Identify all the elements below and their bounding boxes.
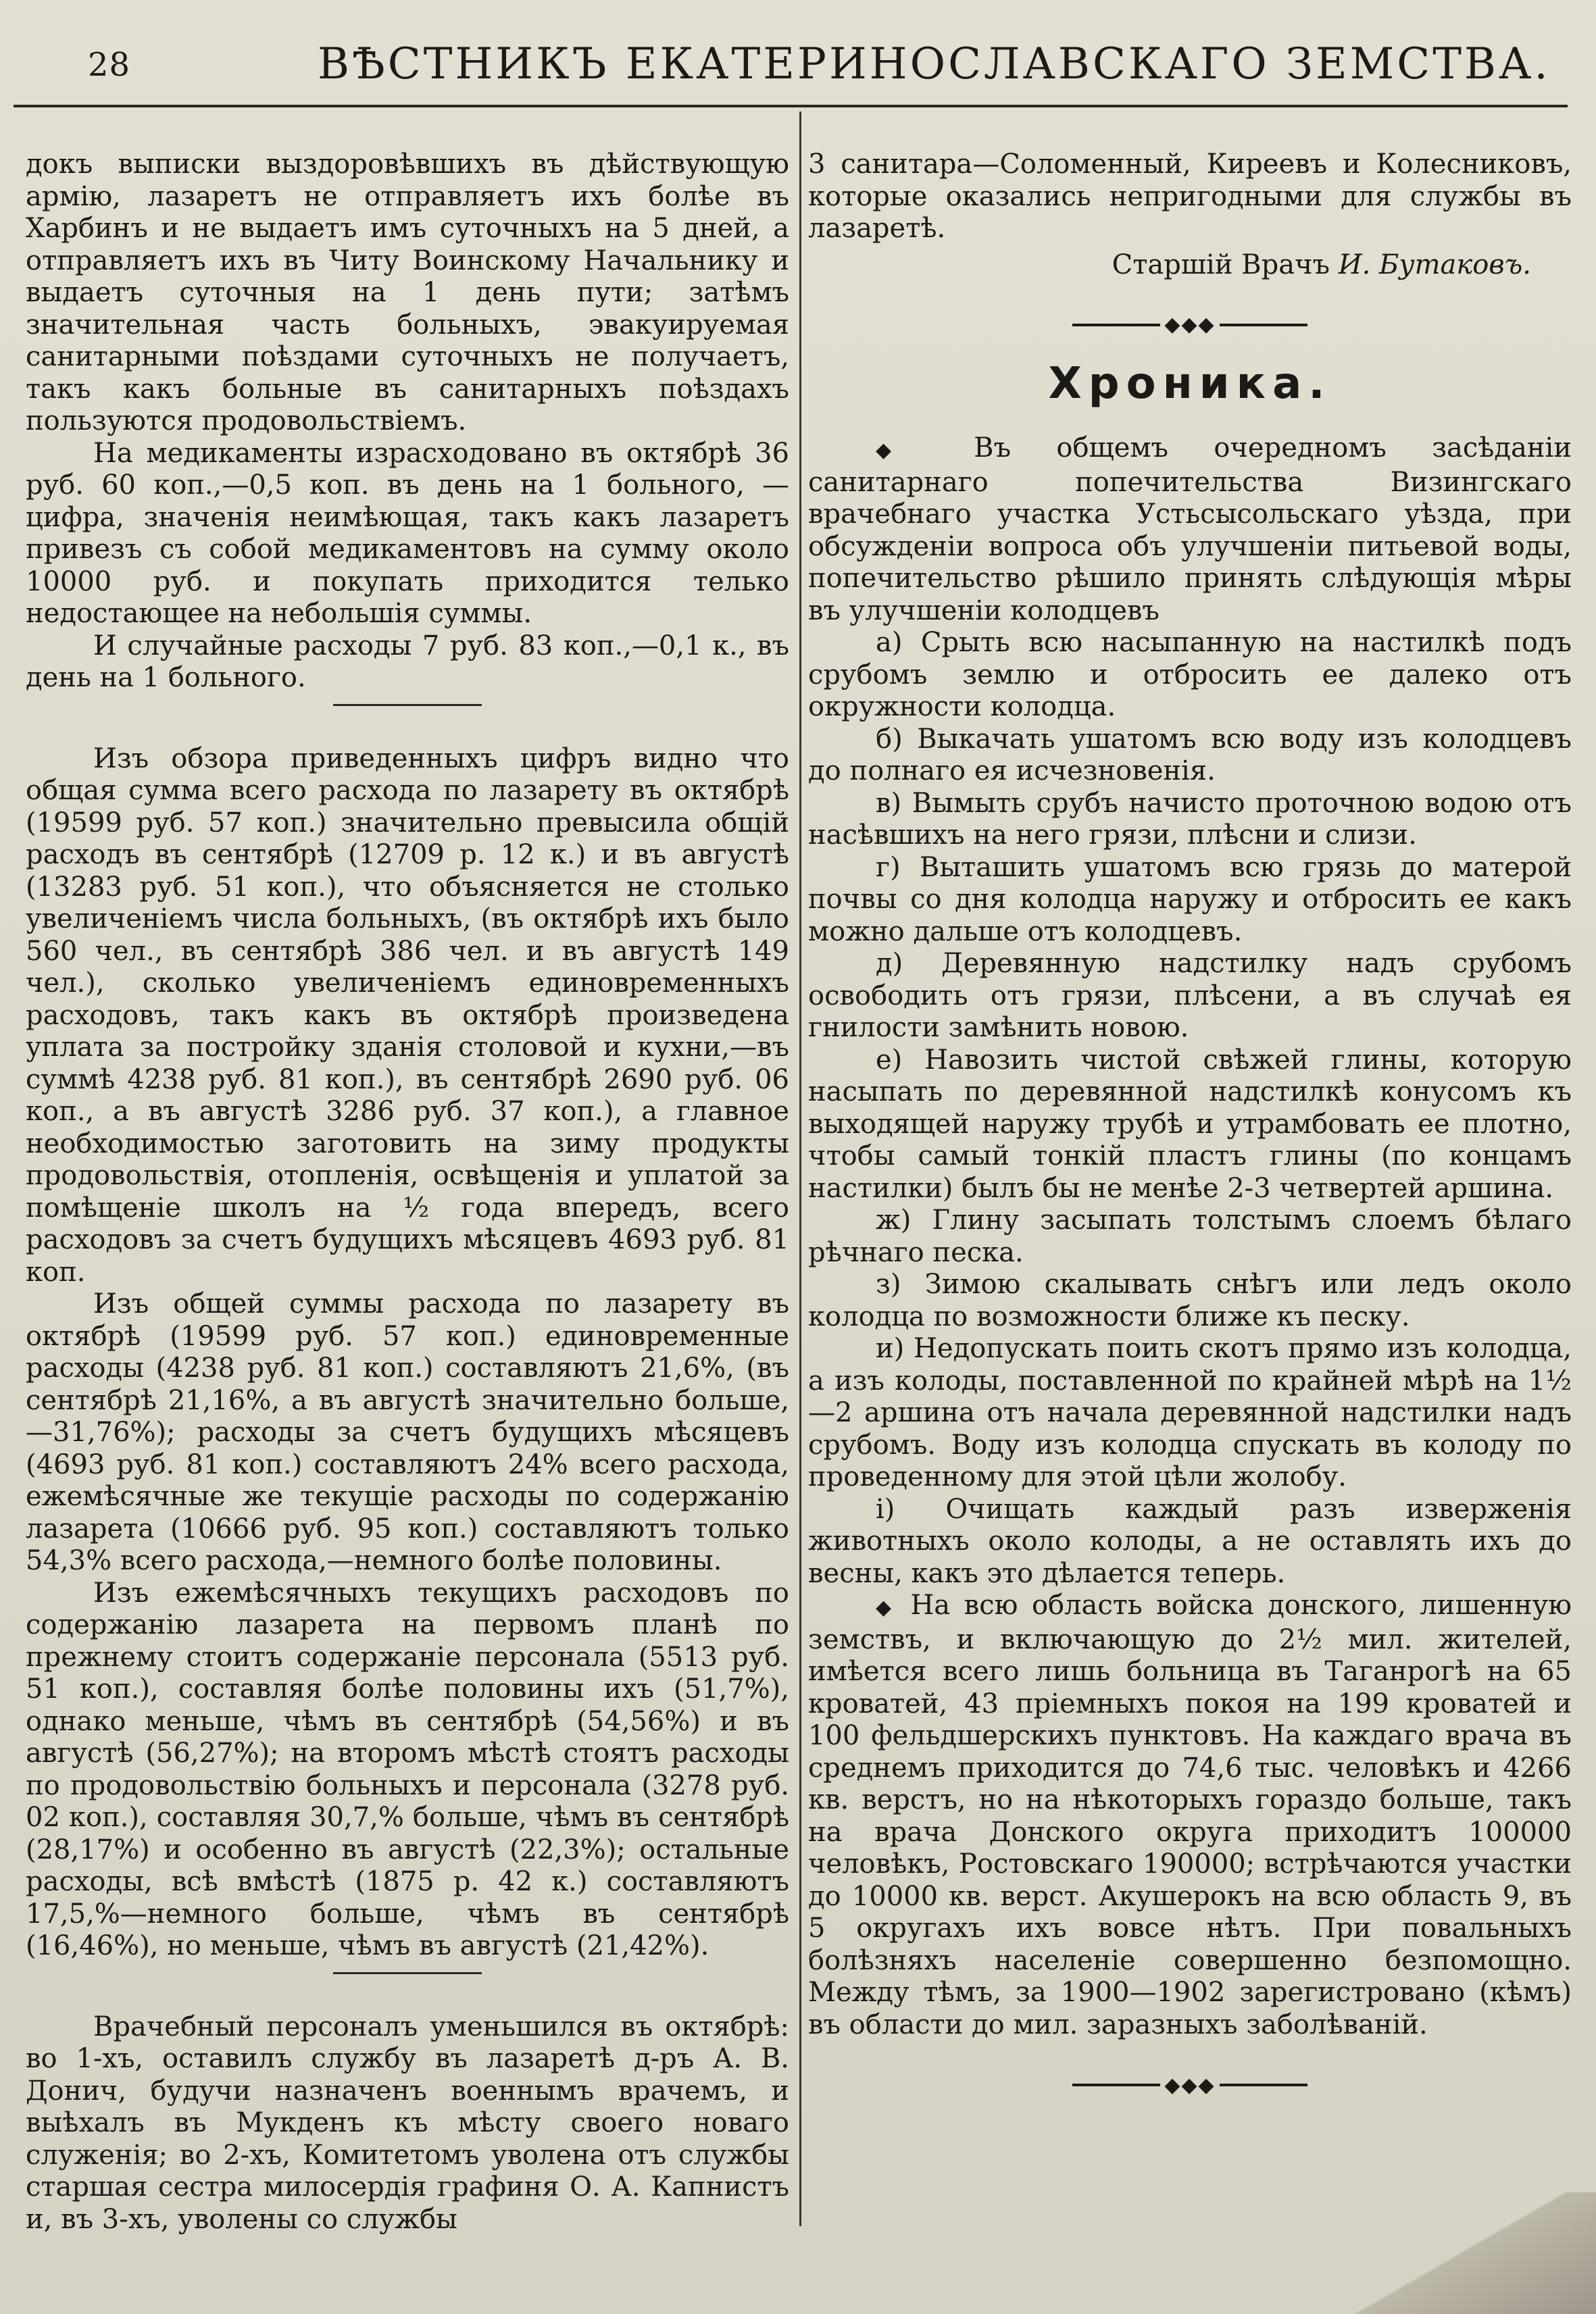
signature-role: Старшій Врачъ (1112, 249, 1330, 280)
ornament-divider (808, 308, 1572, 341)
list-item: г) Выташить ушатомъ всю грязь до матерой почвы со дня колодца наружу и отбросить ее какъ можно дальше отъ колодцевъ. (808, 851, 1572, 947)
page-number: 28 (88, 46, 131, 84)
ornament-divider (808, 2068, 1572, 2101)
journal-title: ВѢСТНИКЪ ЕКАТЕРИНОСЛАВСКАГО ЗЕМСТВА. (318, 39, 1551, 89)
right-column (808, 149, 1572, 2124)
section-title: Хроника. (1048, 358, 1332, 409)
list-item: ж) Глину засыпать толстымъ слоемъ бѣлаго рѣчнаго песка. (808, 1205, 1572, 1268)
left-column (26, 149, 789, 2236)
section-rule (333, 1972, 482, 1974)
ornament-line (1072, 324, 1160, 326)
list-item: б) Выкачать ушатомъ всю воду изъ колодцевъ до полнаго ея исчезновенія. (808, 723, 1572, 787)
list-item: д) Деревянную надстилку надъ срубомъ освободить отъ грязи, плѣсени, а въ случаѣ ея гнилости замѣнить новою. (808, 948, 1572, 1044)
paragraph: Врачебный персоналъ уменьшился въ октябрѣ: во 1-хъ, оставилъ службу въ лазаретѣ д-ръ А. В. Донич, будучи назначенъ военнымъ врачемъ, и выѣхалъ въ Мукденъ къ мѣсту своего новаго служенія; во 2-хъ, Комитетомъ уволена отъ службы старшая сестра милосердія графиня О. А. Капнистъ и, въ 3-хъ, уволены со службы (26, 2011, 789, 2235)
list-item: е) Навозить чистой свѣжей глины, которую насыпать по деревянной надстилкѣ конусомъ къ выходящей наружу трубѣ и утрамбовать ее плотно, чтобы самый тонкій пластъ глины (по концамъ настилки) былъ бы не менѣе 2-3 четвертей аршина. (808, 1044, 1572, 1204)
ornament-line (1220, 324, 1307, 326)
chronicle-item (808, 432, 1572, 627)
ornament-line (1072, 2084, 1160, 2086)
ornament-icon: ◆◆◆ (1164, 313, 1216, 337)
paragraph: Изъ ежемѣсячныхъ текущихъ расходовъ по содержанію лазарета на первомъ планѣ по прежнему стоитъ содержаніе персонала (5513 руб. 51 коп.), составляя болѣе половины ихъ (51,7%), однако меньше, чѣмъ въ сентябрѣ (54,56%) и въ августѣ (56,27%); на второмъ мѣстѣ стоятъ расходы по продовольствію больныхъ и персонала (3278 руб. 02 коп.), составляя 30,7,% больше, чѣмъ въ сентябрѣ (28,17%) и особенно въ августѣ (22,3%); остальные расходы, всѣ вмѣстѣ (1875 р. 42 к.) составляютъ 17,5,%—немного больше, чѣмъ въ сентябрѣ (16,46%), но меньше, чѣмъ въ августѣ (21,42%). (26, 1577, 789, 1961)
paragraph: Изъ общей суммы расхода по лазарету въ октябрѣ (19599 руб. 57 коп.) единовременные расходы (4238 руб. 81 коп.) составляютъ 21,6%, (въ сентябрѣ 21,16%, а въ августѣ значительно больше,—31,76%); расходы за счетъ будущихъ мѣсяцевъ (4693 руб. 81 коп.) составляютъ 24% всего расхода, ежемѣсячные же текущіе расходы по содержанію лазарета (10666 руб. 95 коп.) составляютъ только 54,3% всего расхода,—немного болѣе половины. (26, 1288, 789, 1576)
paragraph: И случайные расходы 7 руб. 83 коп.,—0,1 к., въ день на 1 больного. (26, 630, 789, 693)
list-item: и) Недопускать поить скотъ прямо изъ колодца, а изъ колоды, поставленной по крайней мѣрѣ на 1½—2 аршина отъ начала деревянной надстилки надъ срубомъ. Воду изъ колодца спускать въ колоду по проведенному для этой цѣли жолобу. (808, 1333, 1572, 1493)
torn-corner (1339, 2192, 1596, 2314)
paragraph: На медикаменты израсходовано въ октябрѣ 36 руб. 60 коп.,—0,5 коп. въ день на 1 больного, —цифра, значенія неимѣющая, такъ какъ лазаретъ привезъ съ собой медикаментовъ на сумму около 10000 руб. и покупать приходится телько недостающее на небольшія суммы. (26, 437, 789, 629)
chronicle-item (808, 1590, 1572, 2041)
header-rule (14, 105, 1568, 107)
list-item: з) Зимою скалывать снѣгъ или ледъ около колодца по возможности ближе къ песку. (808, 1269, 1572, 1332)
paragraph: докъ выписки выздоровѣвшихъ въ дѣйствующую армію, лазаретъ не отправляетъ ихъ болѣе въ Харбинъ и не выдаетъ имъ суточныхъ на 5 дней, а отправляетъ ихъ въ Читу Воинскому Начальнику и выдаетъ суточныя на 1 день пути; затѣмъ значительная часть больныхъ, эвакуируемая санитарными поѣздами суточныхъ не получаетъ, такъ какъ больные въ санитарныхъ поѣздахъ пользуются продовольствіемъ. (26, 149, 789, 436)
item-text: Въ общемъ очередномъ засѣданіи санитарнаго попечительства Визингскаго врачебнаго участка Устьсысольскаго уѣзда, при обсужденіи вопроса объ улучшеніи питьевой воды, попечительство рѣшило принять слѣдующія мѣры въ улучшеніи колодцевъ (808, 432, 1572, 626)
ornament-line (1220, 2084, 1307, 2086)
signature (808, 249, 1572, 282)
paragraph: 3 санитара—Соломенный, Киреевъ и Колесниковъ, которые оказались непригодными для службы въ лазаретѣ. (808, 149, 1572, 244)
list-item: і) Очищать каждый разъ изверженія животныхъ около колоды, а не оставлять ихъ до весны, какъ это дѣлается теперь. (808, 1493, 1572, 1589)
item-marker-icon: ◆ (876, 1596, 897, 1620)
item-text: На всю область войска донского, лишенную земствъ, и включающую до 2½ мил. жителей, имѣется всего лишь больница въ Таганрогѣ на 65 кроватей, 43 пріемныхъ покоя на 199 кроватей и 100 фельдшерскихъ пунктовъ. На каждаго врача въ среднемъ приходится до 74,6 тыс. человѣкъ и 4266 кв. верстъ, но на нѣкоторыхъ гораздо больше, такъ на врача Донского округа приходитъ 100000 человѣкъ, Ростовскаго 190000; встрѣчаются участки до 10000 кв. верст. Акушерокъ на всю область 9, въ 5 округахъ ихъ вовсе нѣтъ. При повальныхъ болѣзняхъ населеніе совершенно безпомощно. Между тѣмъ, за 1900—1902 зарегистровано (кѣмъ) въ области до мил. заразныхъ заболѣваній. (808, 1590, 1572, 2040)
list-item: в) Вымыть срубъ начисто проточною водою отъ насѣвшихъ на него грязи, плѣсни и слизи. (808, 787, 1572, 851)
ornament-icon: ◆◆◆ (1164, 2073, 1216, 2097)
list-item: а) Срыть всю насыпанную на настилкѣ подъ срубомъ землю и отбросить ее далеко отъ окружности колодца. (808, 627, 1572, 723)
signature-name: И. Бутаковъ. (1338, 249, 1531, 280)
item-marker-icon: ◆ (876, 438, 928, 463)
column-divider (799, 111, 801, 2226)
section-rule (333, 704, 482, 706)
page-header (0, 27, 1596, 101)
paragraph: Изъ обзора приведенныхъ цифръ видно что общая сумма всего расхода по лазарету въ октябрѣ (19599 руб. 57 коп.) значительно превысила общій расходъ въ сентябрѣ (12709 р. 12 к.) и въ августѣ (13283 руб. 51 коп.), что объясняется не столько увеличеніемъ числа больныхъ, (въ октябрѣ ихъ было 560 чел., въ сентябрѣ 386 чел. и въ августѣ 149 чел.), сколько увеличеніемъ единовременныхъ расходовъ, такъ какъ въ октябрѣ произведена уплата за постройку зданія столовой и кухни,—въ суммѣ 4238 руб. 81 коп.), въ сентябрѣ 2690 руб. 06 коп., а въ августѣ 3286 руб. 37 коп.), а главное необходимостью заготовить на зиму продукты продовольствія, отопленія, освѣщенія и уплатой за помѣщеніе школъ на ½ года впередъ, всего расходовъ за счетъ будущихъ мѣсяцевъ 4693 руб. 81 коп. (26, 743, 789, 1288)
